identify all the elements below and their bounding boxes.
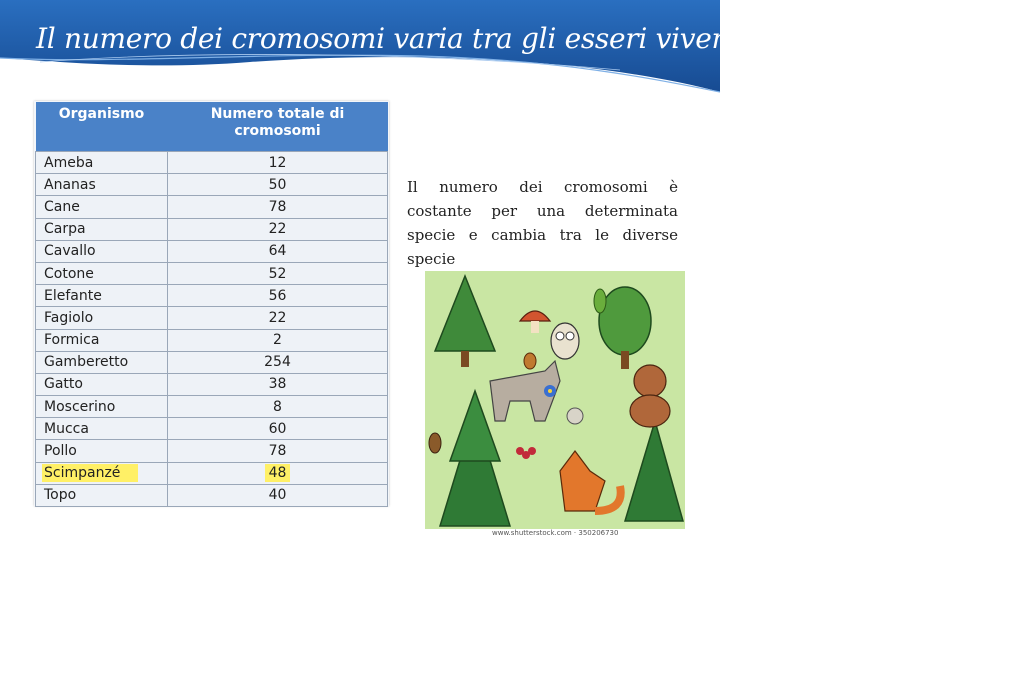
organism-name: Moscerino [44,398,116,415]
snail-icon [567,408,583,424]
organism-name: Gatto [44,376,83,393]
chromosome-count: 48 [265,464,291,482]
table-row [36,218,388,240]
organism-name: Cotone [44,265,94,282]
organism-cell [36,329,168,351]
chromosome-count: 78 [268,443,287,460]
table-row [36,440,388,462]
table-row [36,174,388,196]
organism-cell [36,240,168,262]
title-banner [0,0,749,110]
organism-name: Elefante [44,287,102,304]
column-header-chromosomes: Numero totale di cromosomi [168,102,388,152]
chromosome-count: 254 [264,354,291,371]
chromosome-count-cell [168,174,388,196]
chromosome-table-panel [34,101,389,506]
table-row [36,373,388,395]
column-header-organism: Organismo [36,102,168,152]
organism-cell [36,440,168,462]
fox-icon [560,451,621,511]
chromosome-count: 64 [268,243,287,260]
organism-name: Gamberetto [44,354,129,371]
chromosome-count-cell [168,462,388,484]
organism-name: Formica [44,332,100,349]
chromosome-count-cell [168,351,388,373]
table-header-row [36,102,388,152]
mushroom-icon [520,311,550,333]
organism-name: Mucca [44,420,89,437]
organism-cell [36,418,168,440]
owl-icon [551,323,579,359]
table-row [36,152,388,174]
table-row [36,307,388,329]
tree-icon [599,287,651,369]
chromosome-count: 40 [268,487,287,504]
chromosome-count-cell [168,285,388,307]
organism-name: Cane [44,198,80,215]
chromosome-count-cell [168,218,388,240]
organism-name: Cavallo [44,243,96,260]
berries-icon [516,447,536,459]
table-row [36,262,388,284]
organism-name: Topo [44,487,77,504]
chromosome-table [35,102,388,507]
table-row [36,351,388,373]
chromosome-count: 56 [268,287,287,304]
chromosome-count: 52 [268,265,287,282]
organism-cell [36,373,168,395]
tree-icon [435,276,495,367]
organism-cell [36,218,168,240]
chromosome-count-cell [168,262,388,284]
chromosome-count-cell [168,152,388,174]
organism-name: Pollo [44,443,77,460]
organism-cell [36,351,168,373]
chromosome-count-cell [168,329,388,351]
chromosome-count: 50 [268,176,287,193]
organism-name: Ameba [44,154,94,171]
chromosome-count: 60 [268,420,287,437]
chromosome-count: 2 [273,332,282,349]
chromosome-count-cell [168,240,388,262]
chromosome-count: 12 [268,154,287,171]
table-row [36,396,388,418]
slide-title: Il numero dei cromosomi varia tra gli esseri viventi [36,22,749,55]
banner-swoosh [0,0,720,110]
table-row [36,329,388,351]
chromosome-count-cell [168,396,388,418]
chromosome-count-cell [168,196,388,218]
organism-cell [36,462,168,484]
slide-body-text: Il numero dei cromosomi è costante per una determinata specie e cambia tra le diverse specie [407,178,678,268]
watermark-text: shutterstock [910,661,1035,685]
organism-cell [36,152,168,174]
organism-cell [36,174,168,196]
organism-cell [36,307,168,329]
organism-cell [36,196,168,218]
organism-cell [36,484,168,506]
chromosome-count-cell [168,440,388,462]
chromosome-count: 22 [268,309,287,326]
table-row [36,484,388,506]
organism-cell [36,262,168,284]
image-credit: www.shutterstock.com · 350206730 [492,529,619,537]
table-row [36,418,388,440]
chromosome-count: 38 [268,376,287,393]
table-row [36,196,388,218]
table-row [36,285,388,307]
chromosome-count: 78 [268,198,287,215]
organism-name: Scimpanzé [42,464,138,482]
organism-name: Fagiolo [44,309,94,326]
acorn-icon [524,353,536,369]
tree-icon [625,421,683,521]
flower-icon [544,385,556,397]
organism-name: Ananas [44,176,96,193]
chromosome-count-cell [168,484,388,506]
organism-cell [36,285,168,307]
organism-cell [36,396,168,418]
chromosome-count-cell [168,418,388,440]
chromosome-count-cell [168,373,388,395]
chromosome-count: 22 [268,221,287,238]
chromosome-count-cell [168,307,388,329]
table-row [36,240,388,262]
organism-name: Carpa [44,221,86,238]
bear-icon [630,365,670,427]
pinecone-icon [429,433,441,453]
table-row [36,462,388,484]
leaf-icon [594,289,606,313]
chromosome-count: 8 [273,398,282,415]
nature-illustration-svg [425,271,685,529]
